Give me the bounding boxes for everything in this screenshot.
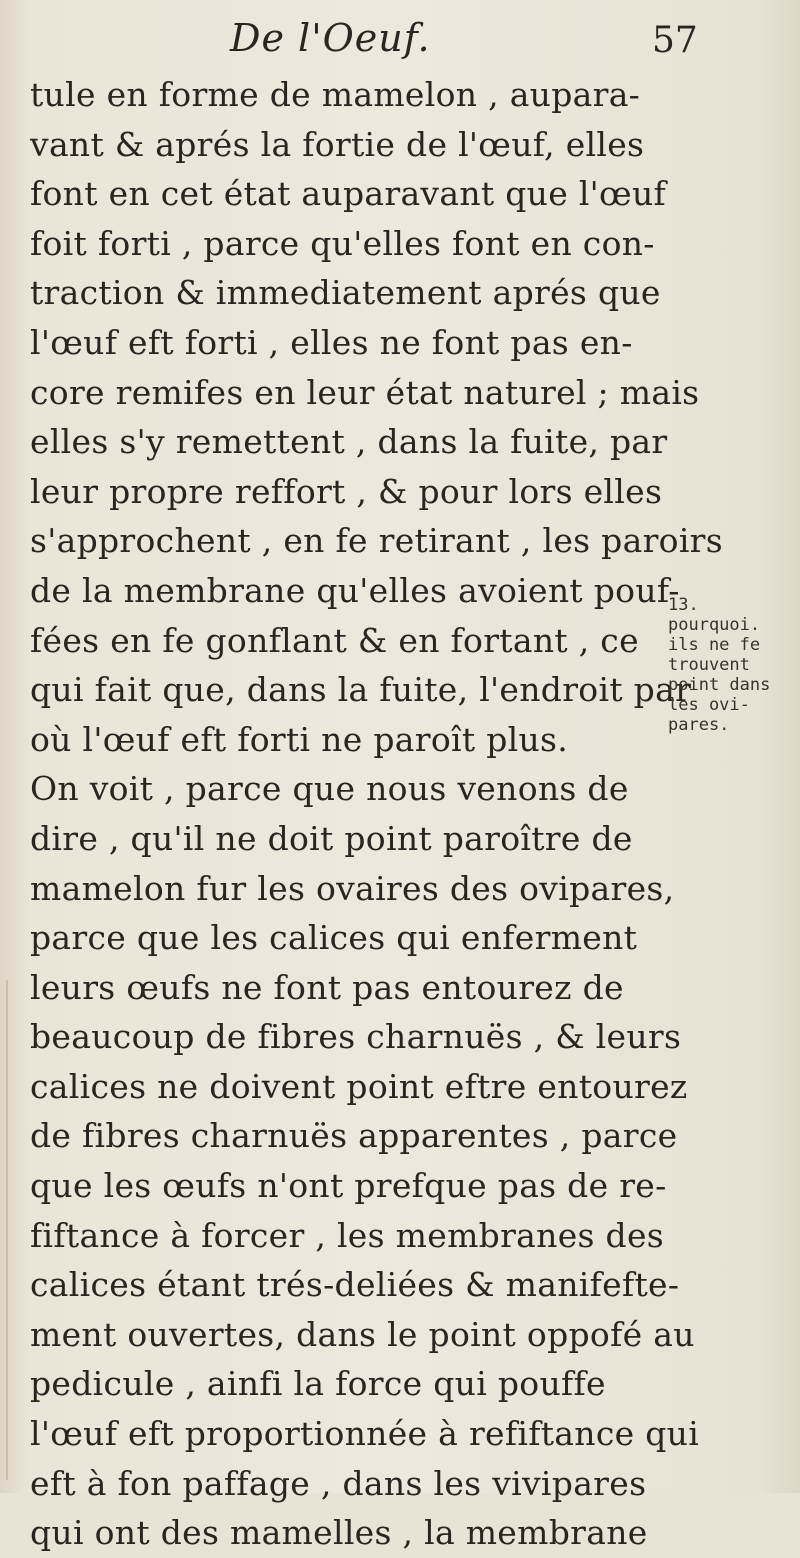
text-line: ment ouvertes, dans le point oppofé au bbox=[30, 1314, 695, 1354]
text-line: calices ne doivent point eftre entourez bbox=[30, 1066, 688, 1106]
text-line: foit forti , parce qu'elles font en con- bbox=[30, 223, 655, 263]
text-line: que les œufs n'ont prefque pas de re- bbox=[30, 1166, 667, 1206]
margin-note-line: les ovi- bbox=[668, 695, 750, 715]
text-line: de fibres charnuës apparentes , parce bbox=[30, 1116, 678, 1156]
page-header bbox=[0, 10, 800, 70]
text-line: eft à fon paffage , dans les vivipares bbox=[30, 1463, 647, 1503]
text-line: leurs œufs ne font pas entourez de bbox=[30, 967, 624, 1007]
margin-note-line: point dans bbox=[668, 675, 771, 695]
text-line: vant & aprés la fortie de l'œuf, elles bbox=[30, 124, 645, 164]
text-line: fées en fe gonflant & en fortant , ce bbox=[30, 620, 639, 660]
text-line: leur propre reffort , & pour lors elles bbox=[30, 471, 663, 511]
text-line: beaucoup de fibres charnuës , & leurs bbox=[30, 1017, 682, 1057]
margin-note-line: 13. bbox=[668, 595, 699, 615]
text-line: core remifes en leur état naturel ; mais bbox=[30, 372, 700, 412]
text-line: où l'œuf eft forti ne paroît plus. bbox=[30, 719, 569, 759]
text-line: mamelon fur les ovaires des ovipares, bbox=[30, 868, 675, 908]
text-line: parce que les calices qui enferment bbox=[30, 918, 638, 958]
text-line: l'œuf eft proportionnée à refiftance qui bbox=[30, 1414, 700, 1454]
text-line: tule en forme de mamelon , aupara- bbox=[30, 75, 641, 114]
text-line: s'approchent , en fe retirant , les paroirs bbox=[30, 521, 723, 561]
text-line: dire , qu'il ne doit point paroître de bbox=[30, 818, 633, 858]
margin-note-line: ils ne fe bbox=[668, 635, 761, 655]
margin-note-line: trouvent bbox=[668, 655, 750, 675]
text-line: qui fait que, dans la fuite, l'endroit par bbox=[30, 670, 692, 710]
text-line: traction & immediatement aprés que bbox=[30, 273, 661, 313]
margin-note bbox=[668, 595, 800, 735]
text-line: fiftance à forcer , les membranes des bbox=[30, 1215, 665, 1255]
text-line: pedicule , ainfi la force qui pouffe bbox=[30, 1364, 606, 1404]
page-edge-line bbox=[6, 980, 8, 1480]
text-line: l'œuf eft forti , elles ne font pas en- bbox=[30, 322, 633, 362]
running-title: De l'Oeuf. bbox=[230, 16, 431, 60]
text-line: On voit , parce que nous venons de bbox=[30, 769, 629, 809]
margin-note-line: pares. bbox=[668, 715, 730, 735]
text-line: qui ont des mamelles , la membrane bbox=[30, 1513, 648, 1553]
text-line: de la membrane qu'elles avoient pouf- bbox=[30, 570, 680, 610]
text-line: calices étant trés-deliées & manifefte- bbox=[30, 1265, 680, 1305]
page-number: 57 bbox=[652, 20, 698, 61]
margin-note-line: pourquoi. bbox=[668, 615, 761, 635]
text-line: font en cet état auparavant que l'œuf bbox=[30, 174, 667, 214]
text-line: elles s'y remettent , dans la fuite, par bbox=[30, 422, 668, 462]
